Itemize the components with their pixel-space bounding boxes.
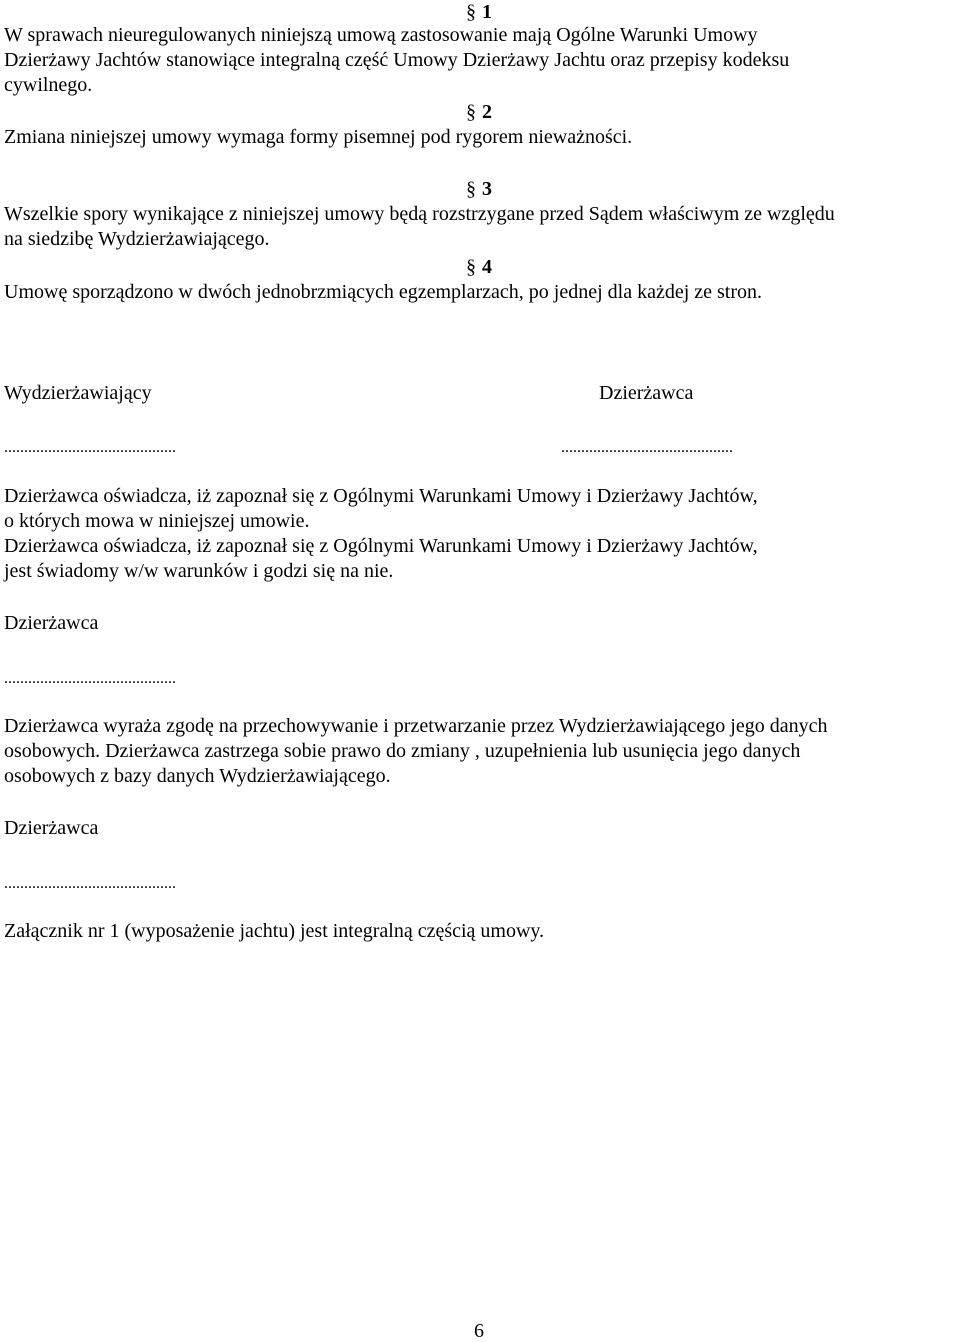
paragraph-line: Zmiana niniejszej umowy wymaga formy pisemnej pod rygorem nieważności. <box>4 126 633 148</box>
section-number: 2 <box>482 101 492 123</box>
paragraph-line: o których mowa w niniejszej umowie. <box>4 510 310 532</box>
paragraph-line: na siedzibę Wydzierżawiającego. <box>4 228 270 250</box>
declaration-1-paragraph <box>4 484 960 584</box>
section-3-paragraph <box>4 202 960 252</box>
paragraph-line: Umowę sporządzono w dwóch jednobrzmiących egzemplarzach, po jednej dla każdej ze stron. <box>4 281 763 303</box>
paragraph-line: Dzierżawca oświadcza, iż zapoznał się z Ogólnymi Warunkami Umowy i Dzierżawy Jachtów, <box>4 485 758 507</box>
paragraph-line: cywilnego. <box>4 74 93 96</box>
section-1-paragraph <box>4 23 960 98</box>
paragraph-line: W sprawach nieuregulowanych niniejszą umową zastosowanie mają Ogólne Warunki Umowy <box>4 24 758 46</box>
paragraph-line: osobowych. Dzierżawca zastrzega sobie prawo do zmiany , uzupełnienia lub usunięcia jego danych <box>4 740 801 762</box>
paragraph-line: Dzierżawca wyraża zgodę na przechowywanie i przetwarzanie przez Wydzierżawiającego jego danych <box>4 715 828 737</box>
paragraph-line: jest świadomy w/w warunków i godzi się na nie. <box>4 560 394 582</box>
section-2-paragraph <box>4 125 960 150</box>
signature-label-lessor: Wydzierżawiający <box>4 382 152 404</box>
section-number: 4 <box>482 256 492 278</box>
paragraph-line: Dzierżawy Jachtów stanowiące integralną część Umowy Dzierżawy Jachtu oraz przepisy kodeksu <box>4 49 790 71</box>
page-number: 6 <box>474 1320 484 1342</box>
section-sign: § <box>466 101 476 123</box>
section-number: 1 <box>482 1 492 23</box>
declaration-1-signer-label: Dzierżawca <box>4 612 99 634</box>
section-sign: § <box>466 178 476 200</box>
section-heading-2 <box>466 100 492 124</box>
paragraph-line: osobowych z bazy danych Wydzierżawiającego. <box>4 765 391 787</box>
attachment-note: Załącznik nr 1 (wyposażenie jachtu) jest integralną częścią umowy. <box>4 920 545 942</box>
section-sign: § <box>466 1 476 23</box>
section-heading-1 <box>466 0 492 24</box>
paragraph-line: Wszelkie spory wynikające z niniejszej umowy będą rozstrzygane przed Sądem właściwym ze względu <box>4 203 835 225</box>
section-heading-3 <box>466 177 492 201</box>
signature-line-lessor: ........................................... <box>4 439 176 456</box>
section-4-paragraph <box>4 280 960 305</box>
paragraph-line: Dzierżawca oświadcza, iż zapoznał się z Ogólnymi Warunkami Umowy i Dzierżawy Jachtów, <box>4 535 758 557</box>
section-heading-4 <box>466 255 492 279</box>
signature-label-lessee: Dzierżawca <box>599 382 694 404</box>
section-number: 3 <box>482 178 492 200</box>
section-sign: § <box>466 256 476 278</box>
declaration-2-paragraph <box>4 714 960 789</box>
declaration-2-signer-label: Dzierżawca <box>4 817 99 839</box>
declaration-1-signature-line: ........................................... <box>4 670 176 687</box>
signature-line-lessee: ........................................... <box>561 439 733 456</box>
declaration-2-signature-line: ........................................... <box>4 875 176 892</box>
